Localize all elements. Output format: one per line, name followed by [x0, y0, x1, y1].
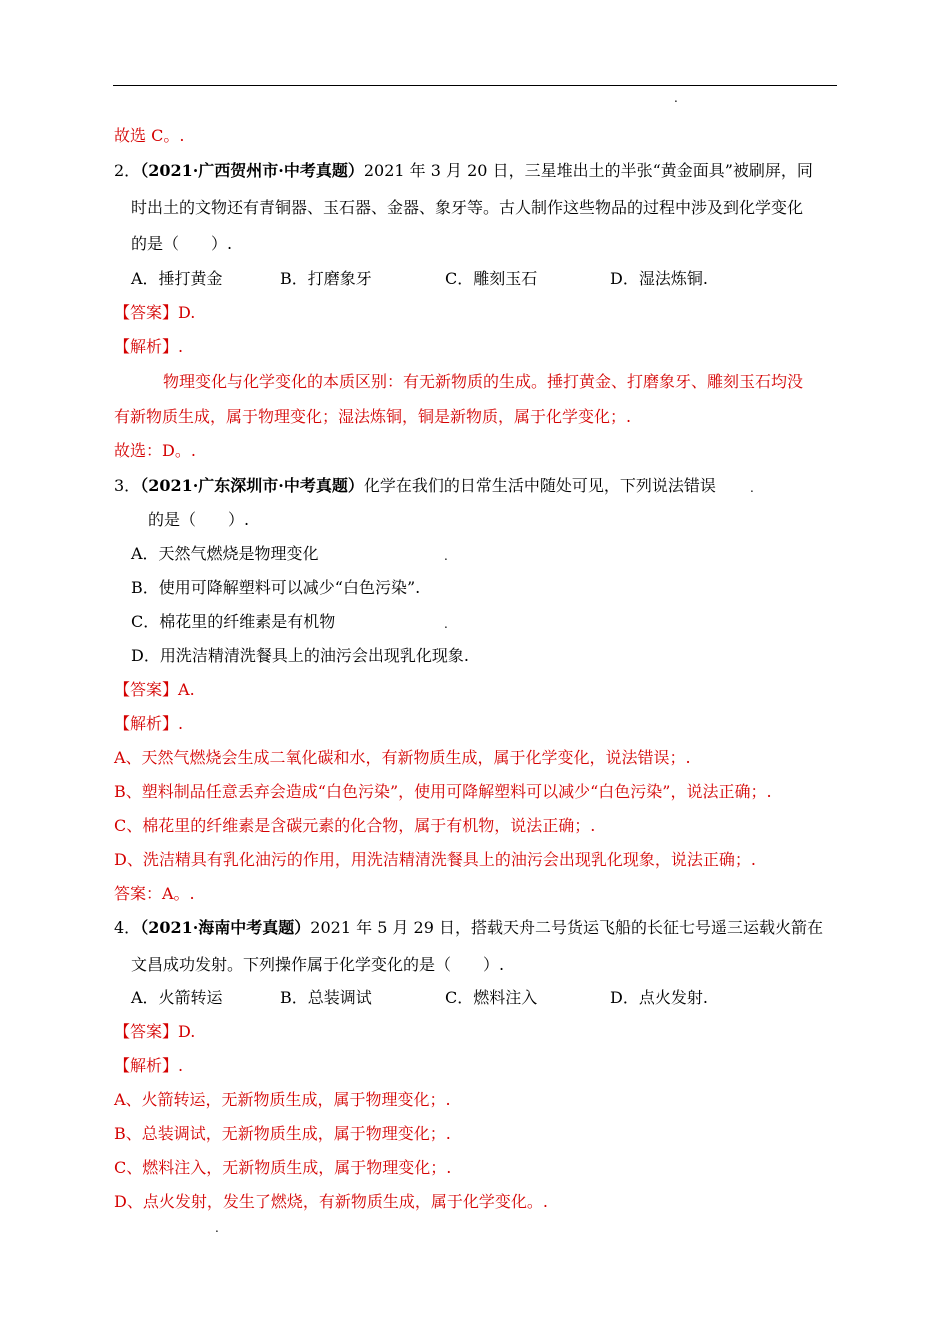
q4-analysis-d: D、点火发射，发生了燃烧，有新物质生成，属于化学变化。.	[114, 1192, 548, 1211]
q4-stem-text: 2021 年 5 月 29 日，搭载天舟二号货运飞船的长征七号遥三运载火箭在	[310, 918, 823, 937]
q3-answer-value: A.	[178, 680, 195, 699]
q4-source: （2021·海南中考真题）	[140, 918, 311, 937]
q2-conclusion: 故选：D。.	[114, 441, 196, 460]
q3-analysis-label: 【解析】.	[114, 714, 184, 733]
q3-analysis-a: A、天然气燃烧会生成二氧化碳和水，有新物质生成，属于化学变化，说法错误；.	[114, 748, 691, 767]
q4-option-b: B．总装调试	[280, 988, 372, 1007]
q4-option-d: D．点火发射.	[610, 988, 708, 1007]
q3-stem-line2: 的是（ ）.	[148, 510, 250, 529]
q2-analysis-label: 【解析】.	[114, 337, 184, 356]
q2-analysis-line2: 有新物质生成，属于物理变化；湿法炼铜，铜是新物质，属于化学变化；.	[114, 407, 632, 426]
q3-conclusion: 答案：A。.	[114, 884, 195, 903]
q3-option-b: B．使用可降解塑料可以减少“白色污染”.	[131, 578, 421, 597]
q3-option-d: D．用洗洁精清洗餐具上的油污会出现乳化现象.	[131, 646, 469, 665]
q3-stem-text: 化学在我们的日常生活中随处可见，下列说法错误	[363, 476, 716, 495]
q2-answer-value: D.	[178, 303, 196, 322]
header-mark: .	[674, 91, 678, 105]
q4-answer-value: D.	[178, 1022, 196, 1041]
q3-analysis-d: D、洗洁精具有乳化油污的作用，用洗洁精清洗餐具上的油污会出现乳化现象，说法正确；.	[114, 850, 756, 869]
q4-option-a: A．火箭转运	[131, 988, 223, 1007]
q2-answer	[114, 303, 195, 323]
q2-option-c: C．雕刻玉石	[445, 269, 538, 288]
q4-analysis-a: A、火箭转运，无新物质生成，属于物理变化；.	[114, 1090, 451, 1109]
q2-stem-text: 2021 年 3 月 20 日，三星堆出土的半张“黄金面具”被刷屏，同	[363, 161, 813, 180]
q3-stem-mark: .	[750, 481, 754, 495]
q4-analysis-b: B、总装调试，无新物质生成，属于物理变化；.	[114, 1124, 451, 1143]
q2-stem-line2: 时出土的文物还有青铜器、玉石器、金器、象牙等。古人制作这些物品的过程中涉及到化学变化	[131, 198, 804, 217]
q3-option-c-mark: .	[444, 617, 448, 631]
q4-analysis-c: C、燃料注入，无新物质生成，属于物理变化；.	[114, 1158, 452, 1177]
q3-option-a-mark: .	[444, 549, 448, 563]
q4-stem-line2: 文昌成功发射。下列操作属于化学变化的是（ ）.	[131, 955, 505, 974]
q3-source: （2021·广东深圳市·中考真题）	[140, 476, 364, 495]
q3-option-c: C．棉花里的纤维素是有机物	[131, 612, 336, 631]
q3-answer	[114, 680, 195, 700]
q2-analysis-line1: 物理变化与化学变化的本质区别：有无新物质的生成。捶打黄金、打磨象牙、雕刻玉石均没	[163, 372, 804, 391]
q2-option-b: B．打磨象牙	[280, 269, 372, 288]
q4-analysis-label: 【解析】.	[114, 1056, 184, 1075]
q3-number: 3．	[114, 476, 141, 495]
q3-analysis-b: B、塑料制品任意丢弃会造成“白色污染”，使用可降解塑料可以减少“白色污染”，说法正确；.	[114, 782, 772, 801]
q4-answer-label: 【答案】	[114, 1022, 179, 1041]
q3-stem-line1	[114, 476, 716, 496]
q2-stem-line3: 的是（ ）.	[131, 234, 233, 253]
q4-stem-line1	[114, 918, 823, 938]
q4-answer	[114, 1022, 195, 1042]
header-rule	[113, 85, 837, 86]
q2-option-d: D．湿法炼铜.	[610, 269, 708, 288]
q4-option-c: C．燃料注入	[445, 988, 538, 1007]
q2-answer-label: 【答案】	[114, 303, 179, 322]
q3-option-a: A．天然气燃烧是物理变化	[131, 544, 319, 563]
q2-source: （2021·广西贺州市·中考真题）	[140, 161, 364, 180]
footer-mark: .	[215, 1221, 219, 1235]
q3-analysis-c: C、棉花里的纤维素是含碳元素的化合物，属于有机物，说法正确；.	[114, 816, 596, 835]
q4-number: 4．	[114, 918, 141, 937]
q1-conclusion: 故选 C。.	[114, 126, 185, 145]
q3-answer-label: 【答案】	[114, 680, 179, 699]
q2-stem-line1	[114, 161, 813, 181]
q2-option-a: A．捶打黄金	[131, 269, 223, 288]
q2-number: 2．	[114, 161, 141, 180]
